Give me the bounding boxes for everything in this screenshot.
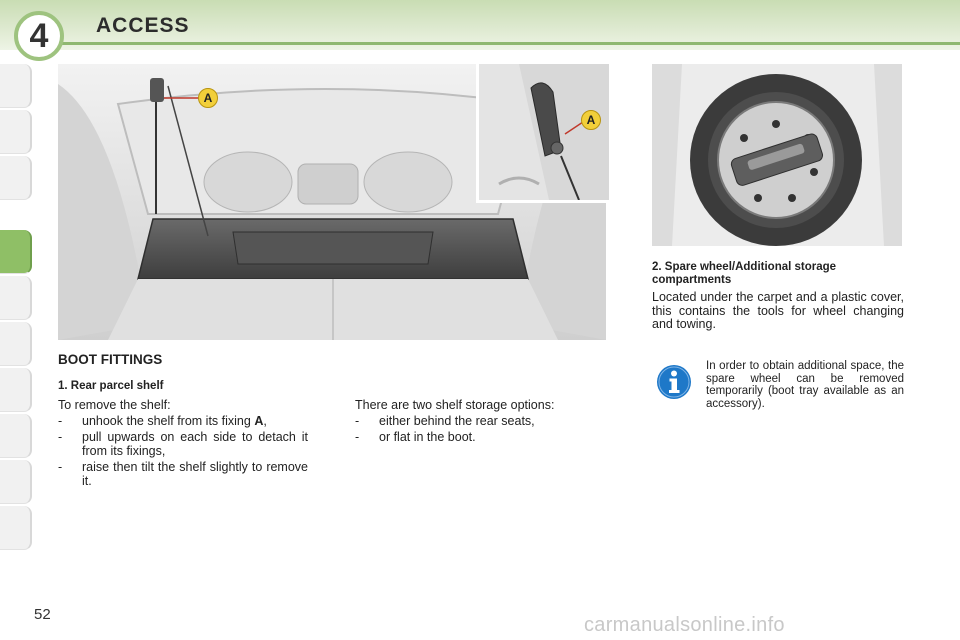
chapter-tab-10[interactable]	[0, 506, 32, 550]
spare-wheel-illustration	[652, 64, 902, 246]
fixing-marker-a-inset: A	[581, 110, 601, 130]
spare-wheel-text: Located under the carpet and a plastic cover, this contains the tools for wheel changing and towing.	[652, 290, 904, 331]
removal-step-2-text: pull upwards on each side to detach it from its fixings,	[82, 430, 308, 458]
info-note	[652, 358, 904, 438]
removal-step-1	[58, 414, 308, 428]
storage-option-2-text: or flat in the boot.	[379, 430, 476, 444]
watermark: carmanualsonline.info	[584, 614, 785, 636]
fixing-marker-a: A	[198, 88, 218, 108]
info-icon	[656, 364, 692, 400]
spare-wheel-heading: 2. Spare wheel/Additional storage compartments	[652, 261, 837, 286]
chapter-header	[0, 0, 960, 55]
info-note-text: In order to obtain additional space, the spare wheel can be removed temporarily (boot tray available as an accessory).	[706, 360, 904, 410]
chapter-tab-1[interactable]	[0, 64, 32, 108]
removal-step-1-punct: ,	[263, 414, 267, 428]
chapter-tab-5[interactable]	[0, 276, 32, 320]
rear-parcel-shelf-instructions	[58, 398, 308, 490]
chapter-title: ACCESS	[96, 14, 190, 37]
storage-intro: There are two shelf storage options:	[355, 398, 555, 412]
storage-option-2	[355, 430, 610, 444]
header-rule	[60, 42, 960, 45]
chapter-tab-6[interactable]	[0, 322, 32, 366]
storage-option-1	[355, 414, 610, 428]
chapter-tab-7[interactable]	[0, 368, 32, 412]
chapter-tab-2[interactable]	[0, 110, 32, 154]
spare-wheel-drawing	[652, 64, 902, 246]
chapter-tab-4-active[interactable]	[0, 230, 32, 274]
list-dash: -	[58, 430, 63, 444]
list-dash: -	[355, 430, 360, 444]
chapter-tab-8[interactable]	[0, 414, 32, 458]
fixing-closeup-drawing	[479, 64, 609, 200]
fixing-closeup-illustration	[476, 64, 609, 203]
chapter-tabs	[0, 64, 36, 576]
page-number: 52	[34, 606, 51, 623]
removal-step-3-text: raise then tilt the shelf slightly to remove it.	[82, 460, 308, 488]
chapter-tab-9[interactable]	[0, 460, 32, 504]
removal-step-1-text: unhook the shelf from its fixing	[82, 414, 255, 428]
list-dash: -	[58, 460, 63, 474]
storage-option-1-text: either behind the rear seats,	[379, 414, 535, 428]
removal-intro: To remove the shelf:	[58, 398, 171, 412]
boot-fittings-heading: BOOT FITTINGS	[58, 352, 163, 367]
fixing-reference: A	[254, 414, 264, 428]
chapter-number-badge: 4	[14, 11, 64, 61]
shelf-storage-options	[355, 398, 610, 446]
list-dash: -	[355, 414, 360, 428]
removal-step-3	[58, 460, 308, 488]
removal-step-2	[58, 430, 308, 458]
chapter-tab-3[interactable]	[0, 156, 32, 200]
list-dash: -	[58, 414, 63, 428]
rear-parcel-shelf-heading: 1. Rear parcel shelf	[58, 380, 164, 392]
